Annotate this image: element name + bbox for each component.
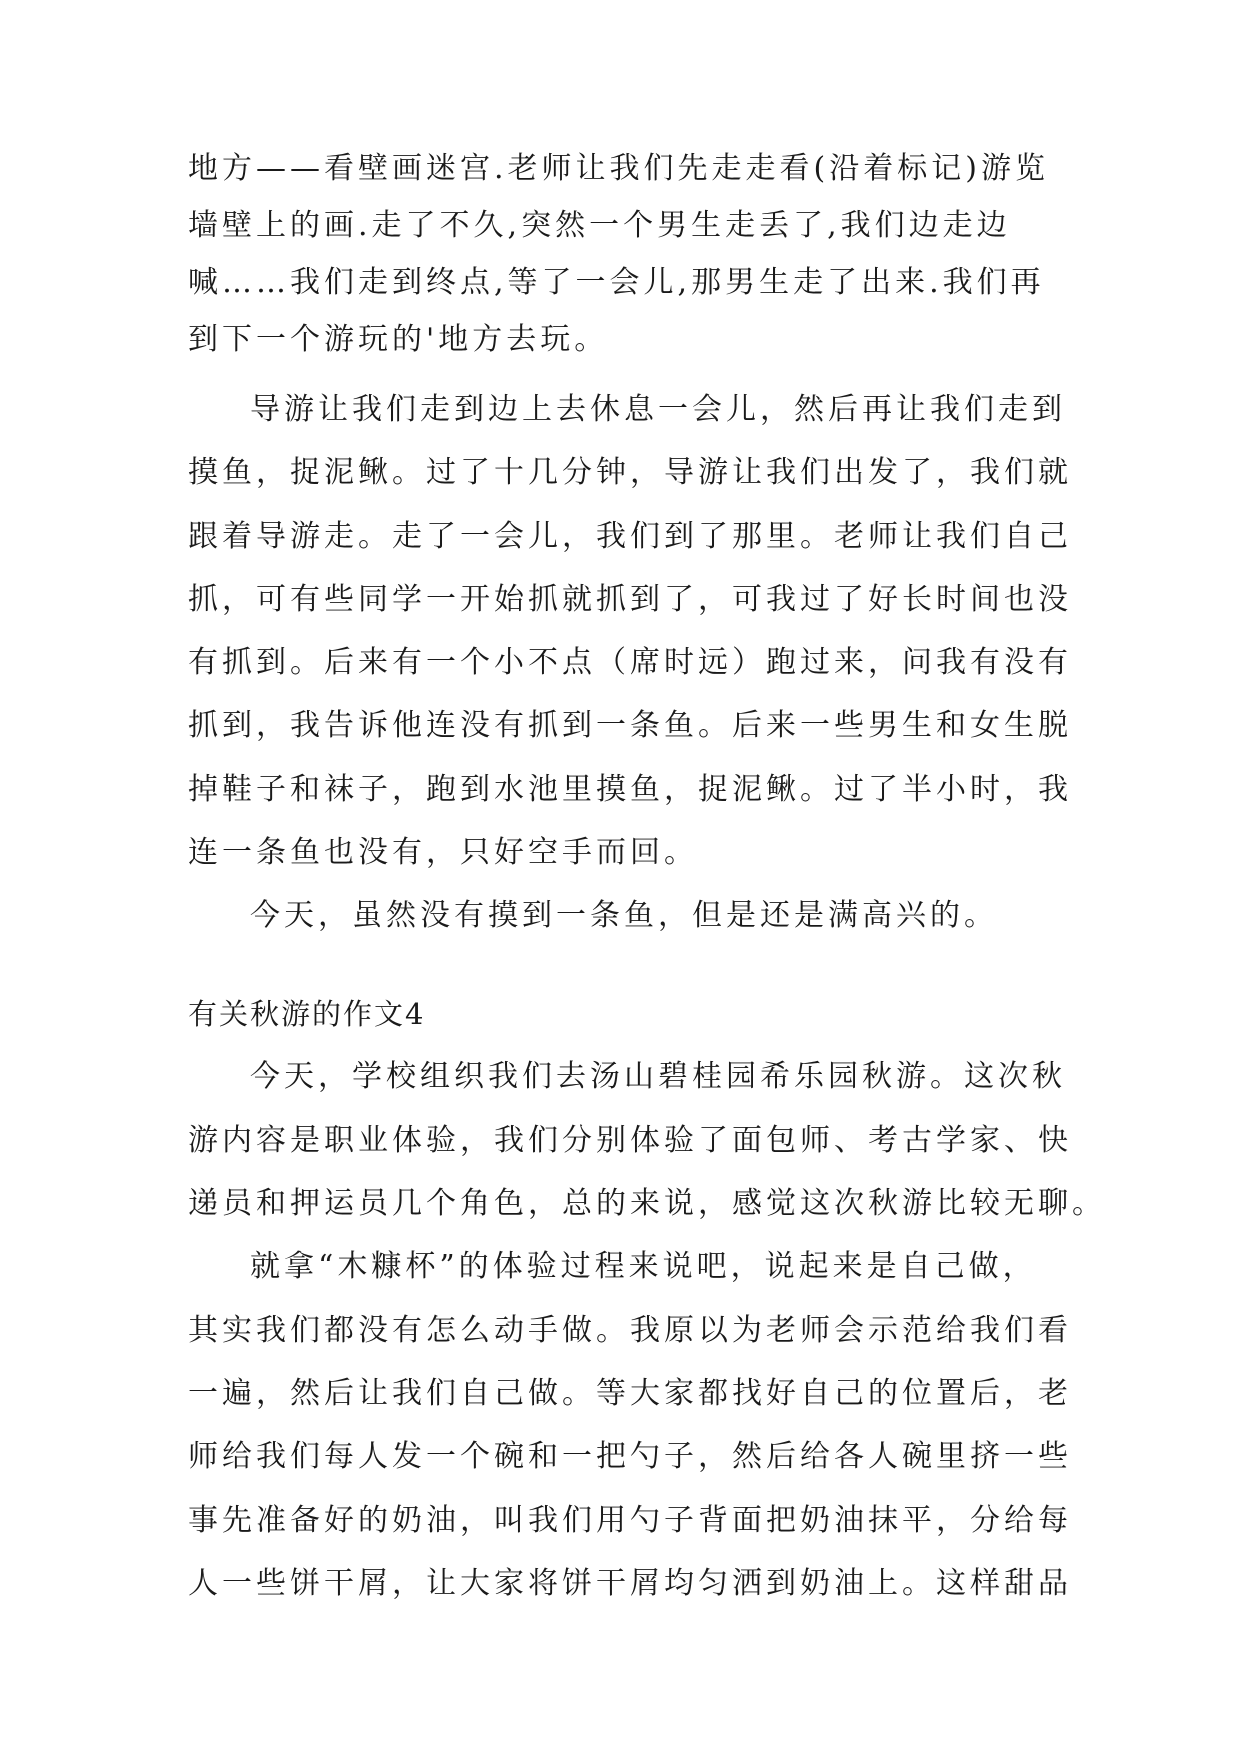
paragraph-1-line-4: 到下一个游玩的'地方去玩。	[188, 322, 609, 357]
paragraph-5-line-2: 其实我们都没有怎么动手做。我原以为老师会示范给我们看	[188, 1313, 1072, 1348]
paragraph-4-line-2: 游内容是职业体验，我们分别体验了面包师、考古学家、快	[188, 1123, 1072, 1158]
paragraph-5-line-4: 师给我们每人发一个碗和一把勺子，然后给各人碗里挤一些	[188, 1439, 1072, 1474]
paragraph-1-line-3: 喊……我们走到终点,等了一会儿,那男生走了出来.我们再	[188, 265, 1045, 300]
paragraph-2-line-6: 抓到，我告诉他连没有抓到一条鱼。后来一些男生和女生脱	[188, 708, 1072, 743]
paragraph-4-line-1: 今天，学校组织我们去汤山碧桂园希乐园秋游。这次秋	[250, 1059, 1066, 1094]
paragraph-1-line-1: 地方——看壁画迷宫.老师让我们先走走看(沿着标记)游览	[188, 151, 1049, 186]
paragraph-2-line-7: 掉鞋子和袜子，跑到水池里摸鱼，捉泥鳅。过了半小时，我	[188, 772, 1072, 807]
paragraph-2-line-3: 跟着导游走。走了一会儿，我们到了那里。老师让我们自己	[188, 519, 1072, 554]
paragraph-5-line-3: 一遍，然后让我们自己做。等大家都找好自己的位置后，老	[188, 1376, 1072, 1411]
paragraph-2-line-8: 连一条鱼也没有，只好空手而回。	[188, 835, 698, 870]
paragraph-2-line-4: 抓，可有些同学一开始抓就抓到了，可我过了好长时间也没	[188, 582, 1072, 617]
paragraph-5-line-6: 人一些饼干屑，让大家将饼干屑均匀洒到奶油上。这样甜品	[188, 1566, 1072, 1601]
paragraph-3-line-1: 今天，虽然没有摸到一条鱼，但是还是满高兴的。	[250, 898, 998, 933]
paragraph-1-line-2: 墙壁上的画.走了不久,突然一个男生走丢了,我们边走边	[188, 208, 1011, 243]
section-heading: 有关秋游的作文4	[188, 997, 426, 1031]
paragraph-4-line-3: 递员和押运员几个角色，总的来说，感觉这次秋游比较无聊。	[188, 1186, 1106, 1221]
paragraph-2-line-1: 导游让我们走到边上去休息一会儿，然后再让我们走到	[250, 392, 1066, 427]
paragraph-5-line-1: 就拿“木糠杯”的体验过程来说吧，说起来是自己做，	[250, 1249, 1037, 1284]
paragraph-2-line-2: 摸鱼，捉泥鳅。过了十几分钟，导游让我们出发了，我们就	[188, 455, 1072, 490]
paragraph-5-line-5: 事先准备好的奶油，叫我们用勺子背面把奶油抹平，分给每	[188, 1503, 1072, 1538]
paragraph-2-line-5: 有抓到。后来有一个小不点（席时远）跑过来，问我有没有	[188, 645, 1072, 680]
